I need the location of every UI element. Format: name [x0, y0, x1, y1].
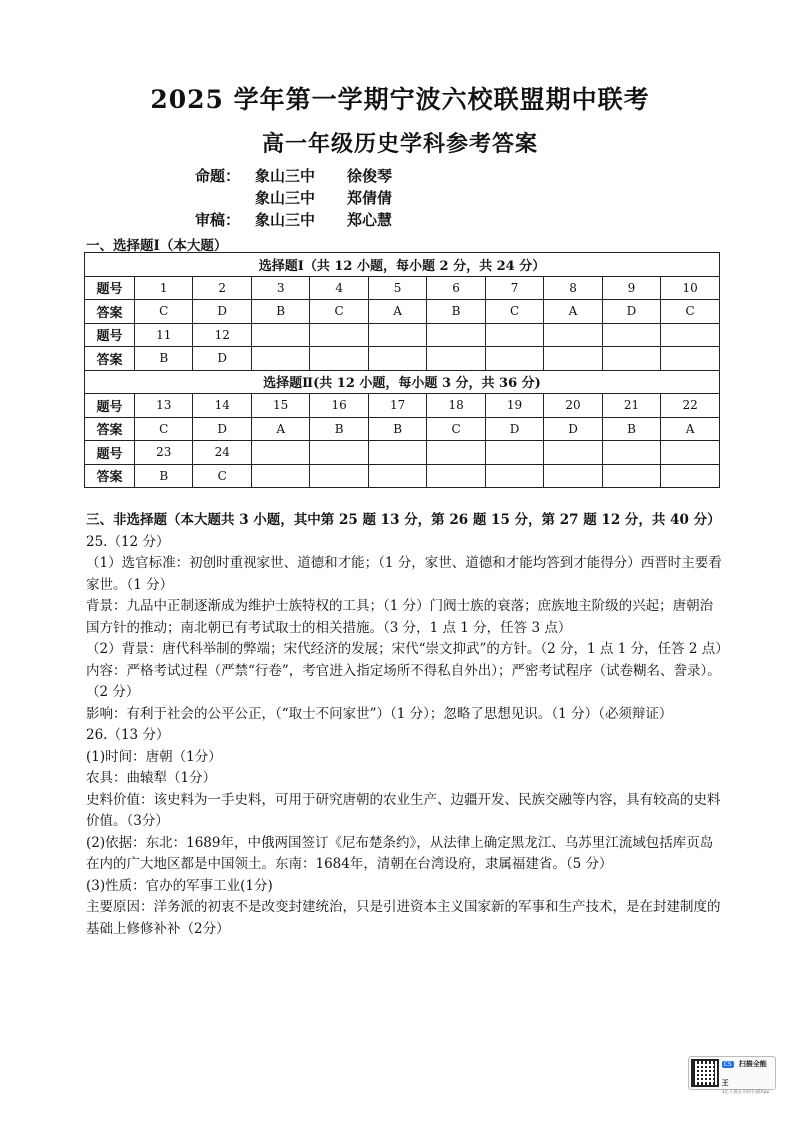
- table-cell: 20: [544, 394, 602, 418]
- table-cell: [485, 347, 543, 371]
- answer-row: [85, 300, 720, 324]
- table-cell: [251, 347, 309, 371]
- row-label: 答案: [85, 464, 135, 488]
- answer-line: 主要原因：洋务派的初衷不是改变封建统治，只是引进资本主义国家新的军事和生产技术，是在封建制度的基础上修修补补（2分）: [86, 899, 721, 937]
- answer-line: （2）背景：唐代科举制的弊端；宋代经济的发展；宋代“崇文抑武”的方针。（2 分，1 点 1 分，任答 2 点）: [86, 641, 729, 657]
- table-cell: [310, 347, 368, 371]
- section1-heading: 一、选择题Ⅰ（本大题）: [86, 238, 228, 254]
- table-caption: 选择题Ⅰ（共 12 小题，每小题 2 分，共 24 分）: [85, 253, 720, 277]
- table-cell: [661, 347, 720, 371]
- table-cell: 13: [135, 394, 193, 418]
- table-cell: [427, 441, 485, 465]
- table-cell: 5: [368, 276, 426, 300]
- author-name: 徐俊琴: [347, 167, 393, 185]
- table-cell: D: [602, 300, 660, 324]
- table-cell: [310, 464, 368, 488]
- scanner-logo: CS: [723, 1061, 732, 1068]
- answer-line: (3)性质：官办的军事工业(1分): [86, 877, 273, 894]
- table-cell: C: [135, 300, 193, 324]
- table-cell: [485, 323, 543, 347]
- table-cell: [661, 441, 720, 465]
- table-cell: 14: [193, 394, 251, 418]
- answer-line: （1）选官标准：初创时重视家世、道德和才能；（1 分，家世、道德和才能均答到才能得分）西晋时主要看家世。（1 分）: [86, 555, 722, 593]
- row-label: 答案: [85, 347, 135, 371]
- table-cell: 12: [193, 323, 251, 347]
- table-cell: A: [661, 417, 720, 441]
- table-cell: A: [368, 300, 426, 324]
- table-cell: [251, 464, 309, 488]
- section3-lines: [86, 532, 729, 941]
- row-label: 答案: [85, 300, 135, 324]
- table-cell: 19: [485, 394, 543, 418]
- table-cell: [251, 441, 309, 465]
- answer-line: (2)依据：东北：1689年，中俄两国签订《尼布楚条约》，从法律上确定黑龙江、乌苏里江流域包括库页岛在内的广大地区都是中国领土。东南：1684年，清朝在台湾设府，隶属福建省。（5 分）: [86, 834, 714, 872]
- table-cell: 23: [135, 441, 193, 465]
- table-cell: D: [485, 417, 543, 441]
- author-row: [195, 209, 392, 231]
- table-cell: 17: [368, 394, 426, 418]
- qr-code-icon: [691, 1059, 719, 1087]
- answer-line: 26.（13 分）: [86, 727, 170, 743]
- table-cell: [368, 441, 426, 465]
- table-cell: C: [661, 300, 720, 324]
- table-caption-row: [85, 253, 720, 277]
- author-school: 象山三中: [255, 167, 316, 185]
- question-number-row: [85, 394, 720, 418]
- row-label: 答案: [85, 417, 135, 441]
- exam-subtitle: 高一年级历史学科参考答案: [261, 131, 538, 157]
- author-role: [195, 187, 255, 209]
- table-cell: A: [251, 417, 309, 441]
- table-cell: 18: [427, 394, 485, 418]
- table-cell: 1: [135, 276, 193, 300]
- table-cell: [427, 347, 485, 371]
- table-cell: [251, 323, 309, 347]
- section3-heading: 三、非选择题（本大题共 3 小题，其中第 25 题 13 分，第 26 题 15 分，第 27 题 12 分，共 40 分）: [86, 512, 721, 528]
- table-cell: 15: [251, 394, 309, 418]
- row-label: 题号: [85, 276, 135, 300]
- table-cell: [602, 464, 660, 488]
- table-cell: [310, 323, 368, 347]
- scanner-badge: [688, 1056, 776, 1095]
- table-cell: B: [368, 417, 426, 441]
- table-cell: C: [310, 300, 368, 324]
- question-number-row: [85, 276, 720, 300]
- table-cell: B: [310, 417, 368, 441]
- table-cell: [368, 347, 426, 371]
- table-cell: 6: [427, 276, 485, 300]
- table-cell: 10: [661, 276, 720, 300]
- answer-line: 内容：严格考试过程（严禁“行卷”，考官进入指定场所不得私自外出）；严密考试程序（试卷糊名、誊录）。（2 分）: [86, 662, 721, 700]
- table-cell: D: [193, 300, 251, 324]
- table-cell: [602, 323, 660, 347]
- table-cell: [544, 441, 602, 465]
- table-cell: 3: [251, 276, 309, 300]
- question-number-row: [85, 323, 720, 347]
- table-cell: B: [427, 300, 485, 324]
- author-row: [195, 187, 392, 209]
- table-cell: C: [485, 300, 543, 324]
- table-cell: 11: [135, 323, 193, 347]
- author-name: 郑心慧: [347, 211, 393, 229]
- table-cell: C: [135, 417, 193, 441]
- author-row: [195, 165, 392, 187]
- table-cell: 2: [193, 276, 251, 300]
- author-school: 象山三中: [255, 211, 316, 229]
- table-cell: B: [135, 347, 193, 371]
- table-cell: [544, 464, 602, 488]
- answer-line: 背景：九品中正制逐渐成为维护士族特权的工具；（1 分）门阀士族的衰落；庶族地主阶级的兴起；唐朝治国方针的推动；南北朝已有考试取士的相关措施。（3 分，1 点 1 分，任答 3 点）: [86, 598, 714, 636]
- table-caption: 选择题Ⅱ(共 12 小题，每小题 3 分，共 36 分): [85, 370, 720, 394]
- table-cell: 22: [661, 394, 720, 418]
- scanner-brand: [722, 1051, 773, 1095]
- row-label: 题号: [85, 323, 135, 347]
- table-cell: [368, 323, 426, 347]
- answer-line: 影响：有利于社会的公平公正，（“取士不问家世”）（1 分）；忽略了思想见识。（1 分）（必须辩证）: [86, 705, 673, 722]
- table-cell: 9: [602, 276, 660, 300]
- answer-line: (1)时间：唐朝（1分）: [86, 748, 222, 765]
- table-cell: [602, 441, 660, 465]
- scanner-brand-name: 扫描全能王: [721, 1060, 767, 1087]
- table-cell: D: [193, 347, 251, 371]
- author-school: 象山三中: [255, 189, 316, 207]
- table-cell: [485, 441, 543, 465]
- table-cell: [368, 464, 426, 488]
- table-cell: [544, 347, 602, 371]
- exam-title: 2025 学年第一学期宁波六校联盟期中联考: [150, 85, 650, 114]
- answer-row: [85, 347, 720, 371]
- author-role: 命题：: [195, 167, 241, 185]
- author-role: 审稿：: [195, 211, 241, 229]
- answer-table: [84, 252, 720, 488]
- row-label: 题号: [85, 441, 135, 465]
- table-cell: [310, 441, 368, 465]
- table-cell: [485, 464, 543, 488]
- answer-line: 史料价值：该史料为一手史料，可用于研究唐朝的农业生产、边疆开发、民族交融等内容，具有较高的史料价值。（3分）: [86, 791, 721, 829]
- answer-row: [85, 464, 720, 488]
- answer-line: 农具：曲辕犁（1分）: [86, 770, 217, 786]
- table-cell: A: [544, 300, 602, 324]
- table-cell: 21: [602, 394, 660, 418]
- table-cell: B: [602, 417, 660, 441]
- table-cell: B: [135, 464, 193, 488]
- table-cell: [661, 464, 720, 488]
- answer-line: 25.（12 分）: [86, 533, 170, 550]
- table-cell: C: [193, 464, 251, 488]
- table-cell: D: [544, 417, 602, 441]
- table-cell: D: [193, 417, 251, 441]
- table-cell: 7: [485, 276, 543, 300]
- answer-row: [85, 417, 720, 441]
- table-cell: [661, 323, 720, 347]
- table-cell: 24: [193, 441, 251, 465]
- scanner-tagline: 3亿人都在用的扫描App: [721, 1090, 770, 1095]
- author-list: [195, 165, 392, 231]
- table-cell: [544, 323, 602, 347]
- table-cell: C: [427, 417, 485, 441]
- table-cell: [427, 323, 485, 347]
- row-label: 题号: [85, 394, 135, 418]
- table-cell: [427, 464, 485, 488]
- table-cell: B: [251, 300, 309, 324]
- table-caption-row: [85, 370, 720, 394]
- table-cell: 16: [310, 394, 368, 418]
- author-name: 郑倩倩: [347, 189, 393, 207]
- table-cell: 4: [310, 276, 368, 300]
- table-cell: [602, 347, 660, 371]
- table-cell: 8: [544, 276, 602, 300]
- question-number-row: [85, 441, 720, 465]
- section3-body: [86, 510, 729, 940]
